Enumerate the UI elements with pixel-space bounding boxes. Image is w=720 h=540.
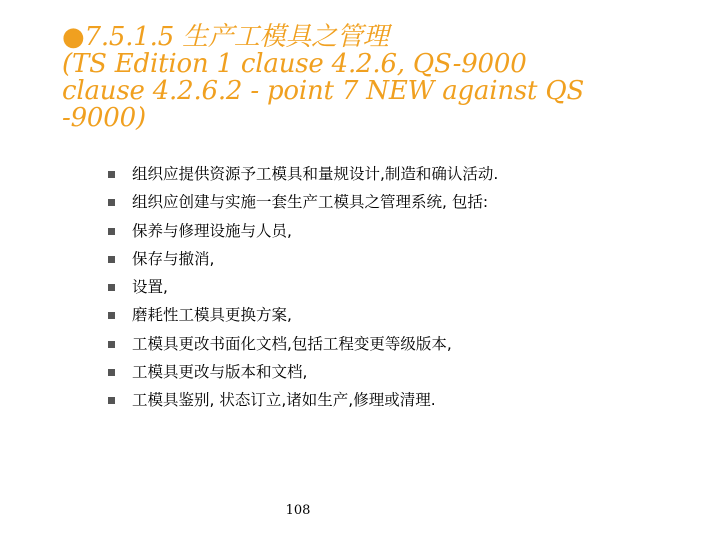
title-line-1: ●7.5.1.5 生产工模具之管理 <box>62 22 389 52</box>
square-bullet-icon <box>108 171 115 178</box>
square-bullet-icon <box>108 284 115 291</box>
bullet-text: 组织应提供资源予工模具和量规设计,制造和确认活动. <box>132 165 499 183</box>
square-bullet-icon <box>108 397 115 404</box>
square-bullet-icon <box>108 369 115 376</box>
square-bullet-icon <box>108 199 115 206</box>
slide-title <box>62 24 712 132</box>
bullet-text: 设置, <box>132 278 168 297</box>
square-bullet-icon <box>108 228 115 235</box>
page-number: 108 <box>285 503 311 518</box>
bullet-text: 保养与修理设施与人员, <box>132 221 292 240</box>
bullet-text: 工模具更改与版本和文档, <box>132 363 308 382</box>
bullet-text: 保存与撤消, <box>132 249 215 268</box>
bullet-text: 组织应创建与实施一套生产工模具之管理系统, 包括: <box>132 193 489 212</box>
bullet-text: 磨耗性工模具更换方案, <box>132 306 292 325</box>
title-line-3: clause 4.2.6.2 - point 7 NEW against QS <box>62 76 585 106</box>
square-bullet-icon <box>108 341 115 348</box>
title-line-2: (TS Edition 1 clause 4.2.6, QS-9000 <box>62 49 527 79</box>
bullet-text: 工模具更改书面化文档,包括工程变更等级版本, <box>132 334 452 353</box>
square-bullet-icon <box>108 256 115 263</box>
bullet-text: 工模具鉴别, 状态订立,诸如生产,修理或清理. <box>132 391 436 410</box>
title-line-4: -9000) <box>62 103 146 133</box>
square-bullet-icon <box>108 312 115 319</box>
